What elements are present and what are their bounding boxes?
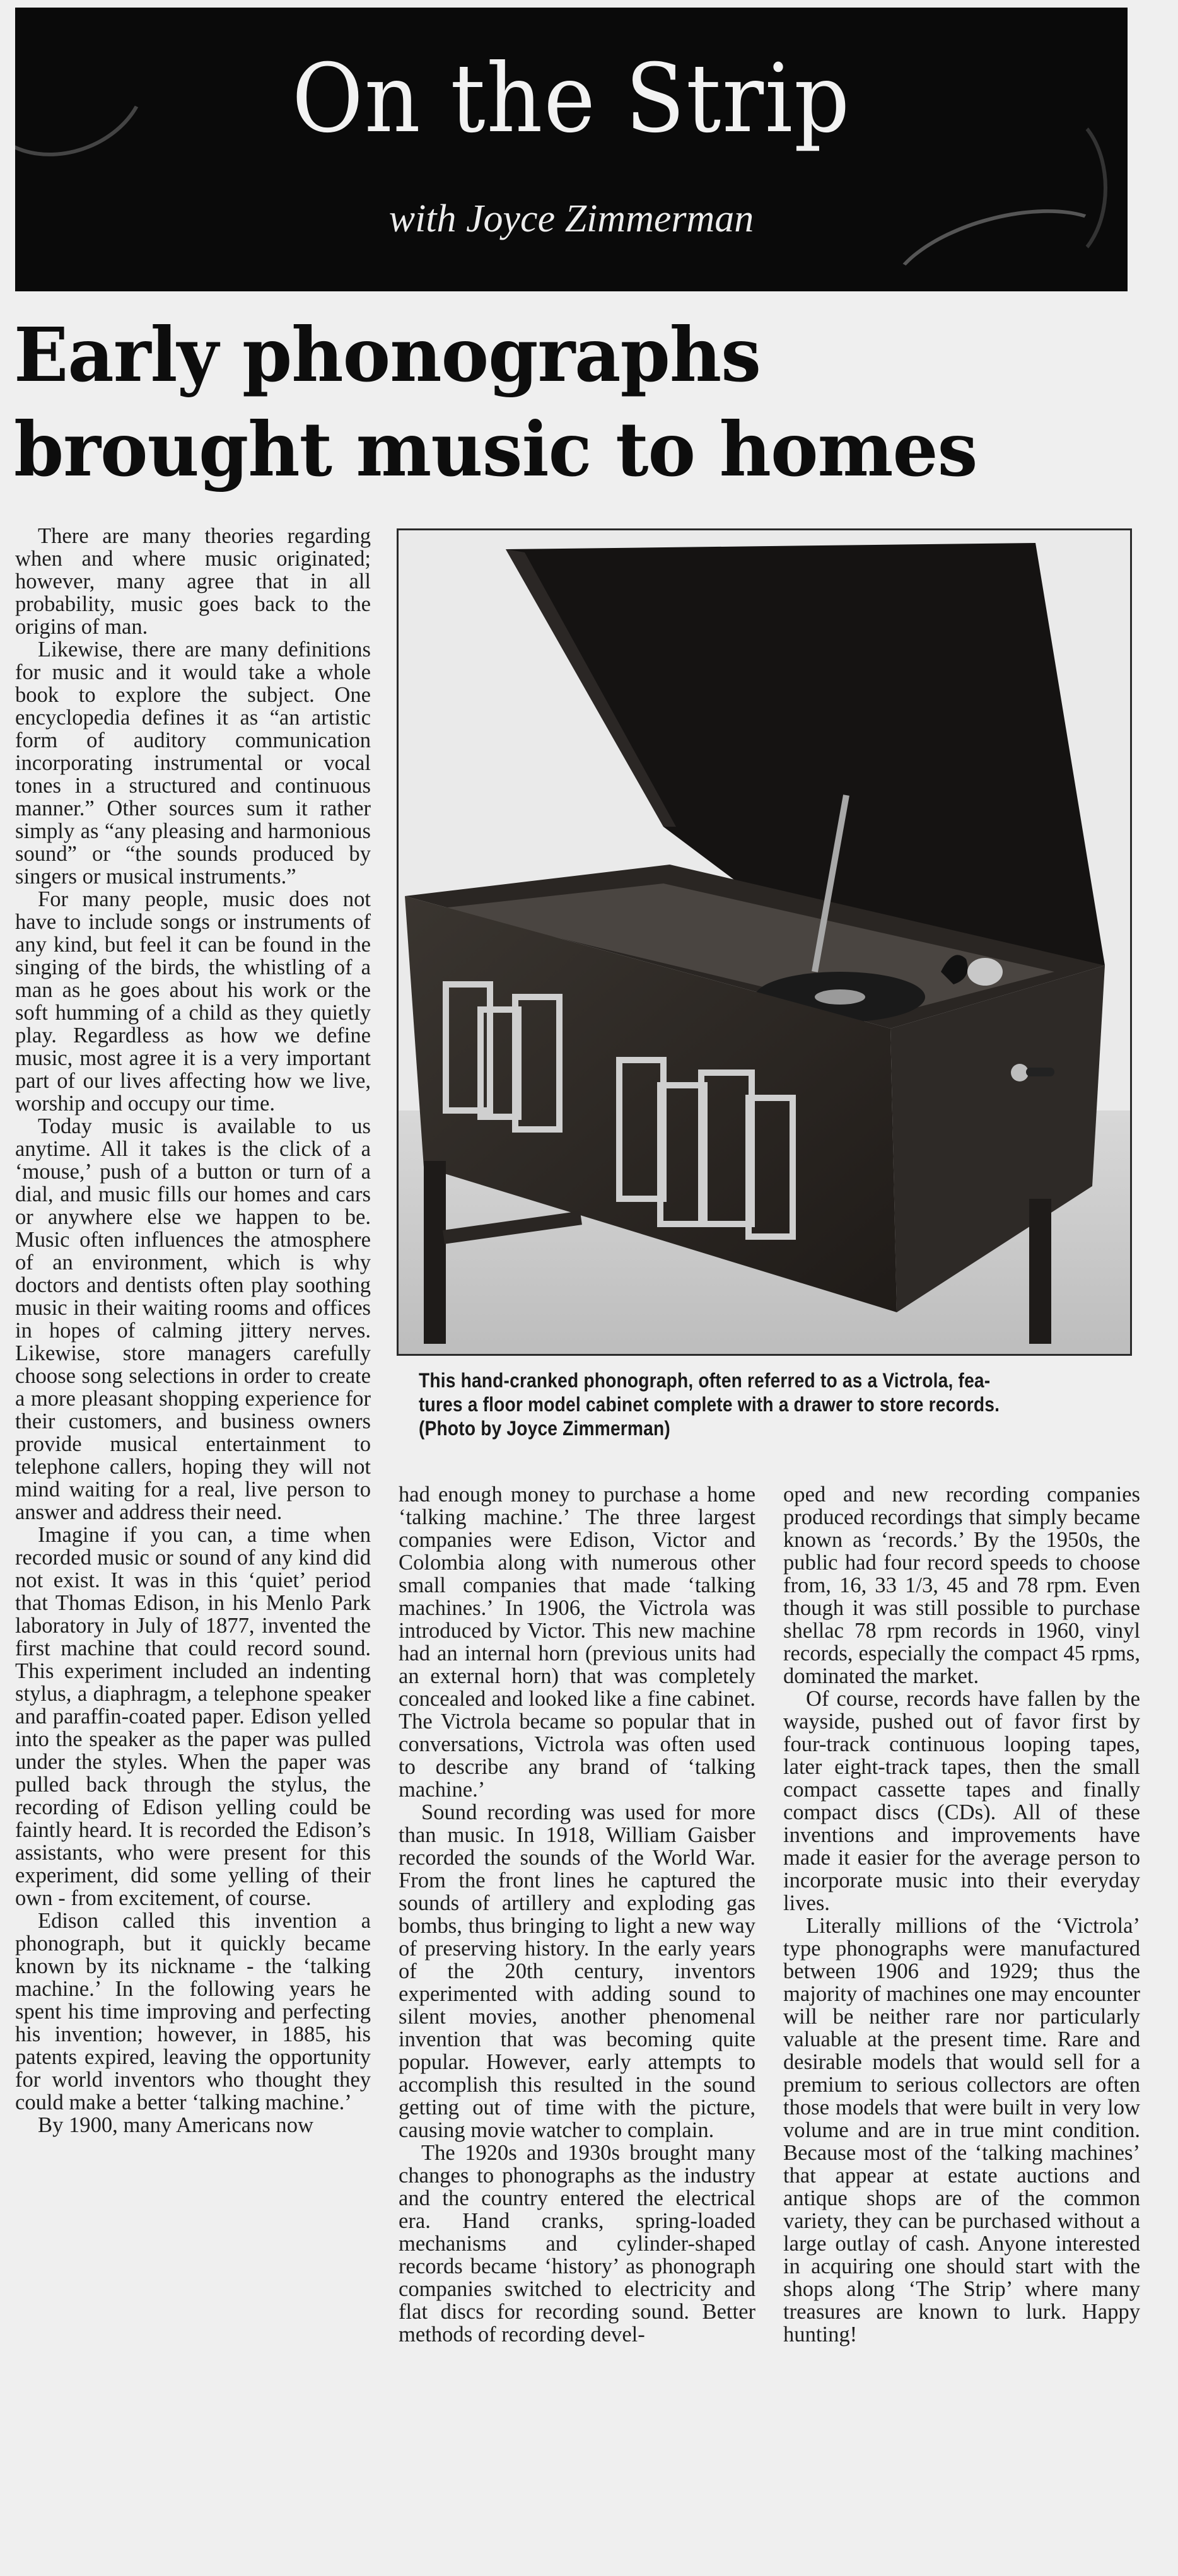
hand-crank	[1011, 1064, 1029, 1081]
paragraph: Edison called this invention a phonograph, but it quickly became known by its nickname - the ‘talking machine.’ In the following years he spent his time improving and perfecting his invention; however, in 1885, his patents expired, leaving the opportunity for world inventors who thought they could make a better ‘talking machine.’	[15, 1909, 371, 2114]
paragraph: Literally millions of the ‘Victrola’ type phonographs were manufactured between 1906 and 1929; thus the majority of machines one may encounter will be neither rare nor particularly valuable at the present time. Rare and desirable models that would sell for a premium to serious collectors are often those models that were built in very low volume and are in true mint condition. Because most of the ‘talking machines’ that appear at estate auctions and antique shops are of the common variety, they can be purchased without a large outlay of cash. Anyone interested in acquiring one should start with the shops along ‘The Strip’ where many treasures are known to lurk. Happy hunting!	[783, 1914, 1140, 2346]
phonograph-photo	[397, 528, 1132, 1356]
column-banner	[15, 8, 1128, 291]
column-title: On the Strip	[291, 44, 851, 154]
paragraph: Imagine if you can, a time when recorded music or sound of any kind did not exist. It was in this ‘quiet’ period that Thomas Edison, in his Menlo Park laboratory in July of 1877, invented the first machine that could record sound. This experiment included an indenting stylus, a diaphragm, a telephone speaker and paraffin-coated paper. Edison yelled into the speaker as the paper was pulled under the styles. When the paper was pulled back through the stylus, the recording of Edison yelling could be faintly heard. It is recorded the Edison’s assistants, who were present for this experiment, did some yelling of their own - from excitement, of course.	[15, 1523, 371, 1910]
cabinet-leg	[1029, 1199, 1051, 1344]
paragraph: There are many theories regarding when and where music originated; however, many agree that in all probability, music goes back to the origins of man.	[15, 524, 371, 639]
photo-caption	[419, 1368, 1051, 1440]
paragraph: oped and new recording companies produced recordings that simply became known as ‘records.’ By the 1950s, the public had four record speeds to choose from, 16, 33 1/3, 45 and 78 rpm. Even though it was still possible to purchase shellac 78 rpm records in 1960, vinyl records, especially the compact 45 rpms, dominated the market.	[783, 1483, 1140, 1688]
cabinet-leg	[424, 1161, 446, 1344]
paragraph: By 1900, many Americans now	[38, 2113, 313, 2137]
caption-line: tures a floor model cabinet complete with a drawer to store records.	[419, 1393, 1000, 1416]
paragraph: Today music is available to us anytime. All it takes is the click of a ‘mouse,’ push of a button or turn of a dial, and music fills our homes and cars or anywhere else we happen to be. Music often influences the atmosphere of an environment, which is why doctors and dentists often play soothing music in their waiting rooms and offices in hopes of calming jittery nerves. Likewise, store managers carefully choose song selections in order to create a more pleasant shopping experience for their customers, and business owners provide musical entertainment to telephone callers, hoping they will not mind waiting for a real, live person to answer and address their need.	[15, 1114, 371, 1524]
caption-credit: (Photo by Joyce Zimmerman)	[419, 1417, 670, 1440]
victrola-illustration	[399, 530, 1130, 1354]
paragraph: Likewise, there are many definitions for music and it would take a whole book to explore the subject. One encyclopedia defines it as “an artistic form of auditory communication incorporating instrumental or vocal tones in a structured and continuous manner.” Other sources sum it rather simply as “any pleasing and harmonious sound” or “the sounds produced by singers or musical instruments.”	[15, 638, 371, 889]
paragraph: Of course, records have fallen by the wayside, pushed out of favor first by four-track continuous looping tapes, later eight-track tapes, then the small compact cassette tapes and finally compact discs (CDs). All of these inventions and improvements have made it easier for the average person to incorporate music into their everyday lives.	[783, 1687, 1140, 1915]
article-column-3	[783, 1483, 1140, 2346]
article-column-2	[399, 1483, 755, 2346]
paragraph: had enough money to purchase a home ‘talking machine.’ The three largest companies were Edison, Victor and Colombia along with numerous other small companies that made ‘talking machines.’ In 1906, the Victrola was introduced by Victor. This new machine had an internal horn (previous units had an external horn) that was completely concealed and looked like a fine cabinet. The Victrola became so popular that in conversations, Victrola was often used to describe any brand of ‘talking machine.’	[399, 1483, 755, 1802]
paragraph: Sound recording was used for more than music. In 1918, William Gaisber recorded the sounds of the World War. From the front lines he captured the sounds of artillery and exploding gas bombs, thus bringing to light a new way of preserving history. In the early years of the 20th century, inventors experimented with adding sound to silent movies, another phenomenal invention that was becoming quite popular. However, early attempts to accomplish this resulted in the sound getting out of time with the picture, causing movie watcher to complain.	[399, 1800, 755, 2142]
article-column-1	[15, 525, 371, 2568]
paragraph: For many people, music does not have to include songs or instruments of any kind, but feel it can be found in the singing of the birds, the whistling of a man as he goes about his work or the soft humming of a child as they quietly play. Regardless as how we define music, most agree it is a very important part of our lives affecting how we live, worship and occupy our time.	[15, 887, 371, 1116]
column-byline: with Joyce Zimmerman	[388, 197, 754, 240]
headline-line-1: Early phonographs	[14, 311, 761, 399]
article-headline	[14, 308, 1116, 497]
headline-line-2: brought music to homes	[14, 405, 977, 493]
paragraph: The 1920s and 1930s brought many changes to phonographs as the industry and the country entered the electrical era. Hand cranks, spring-loaded mechanisms and cylinder-shaped records became ‘history’ as phonograph companies switched to electricity and flat discs for recording sound. Better methods of recording devel-	[399, 2141, 755, 2346]
caption-line: This hand-cranked phonograph, often referred to as a Victrola, fea-	[419, 1369, 991, 1392]
